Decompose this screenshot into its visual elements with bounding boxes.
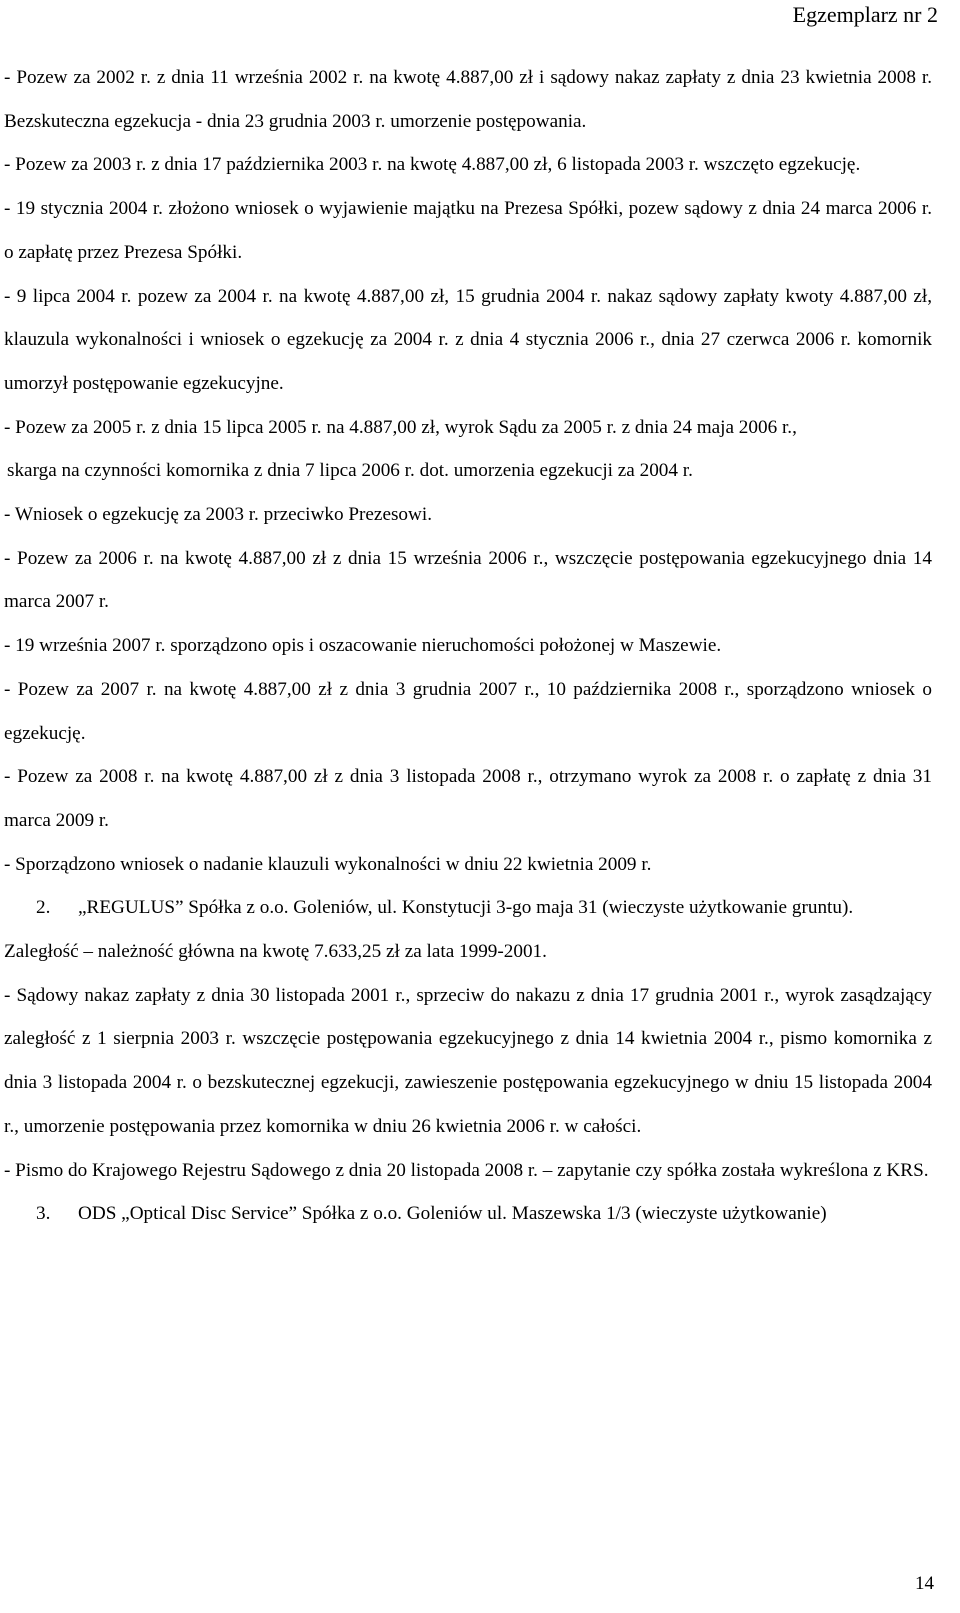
- paragraph: - 9 lipca 2004 r. pozew za 2004 r. na kwotę 4.887,00 zł, 15 grudnia 2004 r. nakaz sądowy zapłaty kwoty 4.887,00 zł, klauzula wykonalności i wniosek o egzekucję za 2004 r. z dnia 4 stycznia 2006 r., dnia 27 czerwca 2006 r. komornik umorzył postępowanie egzekucyjne.: [4, 285, 932, 394]
- paragraph: skarga na czynności komornika z dnia 7 lipca 2006 r. dot. umorzenia egzekucji za 2004 r.: [7, 460, 693, 482]
- page-number: 14: [915, 1573, 934, 1594]
- paragraph: - Sporządzono wniosek o nadanie klauzuli wykonalności w dniu 22 kwietnia 2009 r.: [4, 853, 652, 875]
- paragraph: - Sądowy nakaz zapłaty z dnia 30 listopada 2001 r., sprzeciw do nakazu z dnia 17 grudnia 2001 r., wyrok zasądzający zaległość z 1 sierpnia 2003 r. wszczęcie postępowania egzekucyjnego z dnia 14 kwietnia 2004 r., pismo komornika z dnia 3 listopada 2004 r. o bezskutecznej egzekucji, zawieszenie postępowania egzekucyjnego w dniu 15 listopada 2004 r., umorzenie postępowania przez komornika w dniu 26 kwietnia 2006 r. w całości.: [4, 984, 932, 1137]
- paragraph: - Pozew za 2007 r. na kwotę 4.887,00 zł z dnia 3 grudnia 2007 r., 10 października 2008 r., sporządzono wniosek o egzekucję.: [4, 678, 932, 744]
- item-text: ODS „Optical Disc Service” Spółka z o.o. Goleniów ul. Maszewska 1/3 (wieczyste użytkowanie): [78, 1203, 827, 1225]
- item-number: 3.: [36, 1203, 51, 1225]
- paragraph: - Pozew za 2003 r. z dnia 17 października 2003 r. na kwotę 4.887,00 zł, 6 listopada 2003 r. wszczęto egzekucję.: [4, 154, 861, 176]
- paragraph: - Wniosek o egzekucję za 2003 r. przeciwko Prezesowi.: [4, 504, 433, 526]
- numbered-item-3: [4, 1192, 932, 1236]
- paragraph: - Pozew za 2005 r. z dnia 15 lipca 2005 r. na 4.887,00 zł, wyrok Sądu za 2005 r. z dnia 24 maja 2006 r.,: [4, 416, 797, 438]
- paragraph: - Pozew za 2006 r. na kwotę 4.887,00 zł z dnia 15 września 2006 r., wszczęcie postępowania egzekucyjnego dnia 14 marca 2007 r.: [4, 547, 932, 613]
- copy-label: Egzemplarz nr 2: [792, 2, 938, 27]
- paragraph: Zaległość – należność główna na kwotę 7.633,25 zł za lata 1999-2001.: [4, 941, 547, 963]
- paragraph: - Pozew za 2008 r. na kwotę 4.887,00 zł z dnia 3 listopada 2008 r., otrzymano wyrok za 2008 r. o zapłatę z dnia 31 marca 2009 r.: [4, 766, 932, 831]
- document-body: [4, 56, 932, 1236]
- paragraph: - 19 stycznia 2004 r. złożono wniosek o wyjawienie majątku na Prezesa Spółki, pozew sądowy z dnia 24 marca 2006 r. o zapłatę przez Prezesa Spółki.: [4, 198, 932, 263]
- item-number: 2.: [36, 897, 51, 919]
- paragraph: - Pismo do Krajowego Rejestru Sądowego z dnia 20 listopada 2008 r. – zapytanie czy spółka została wykreślona z KRS.: [4, 1159, 929, 1181]
- item-text: „REGULUS” Spółka z o.o. Goleniów, ul. Konstytucji 3-go maja 31 (wieczyste użytkowanie gruntu).: [78, 897, 854, 919]
- numbered-item-2: [4, 886, 932, 930]
- paragraph: - 19 września 2007 r. sporządzono opis i oszacowanie nieruchomości położonej w Maszewie.: [4, 635, 722, 657]
- paragraph: - Pozew za 2002 r. z dnia 11 września 2002 r. na kwotę 4.887,00 zł i sądowy nakaz zapłaty z dnia 23 kwietnia 2008 r. Bezskuteczna egzekucja - dnia 23 grudnia 2003 r. umorzenie postępowania.: [4, 67, 932, 132]
